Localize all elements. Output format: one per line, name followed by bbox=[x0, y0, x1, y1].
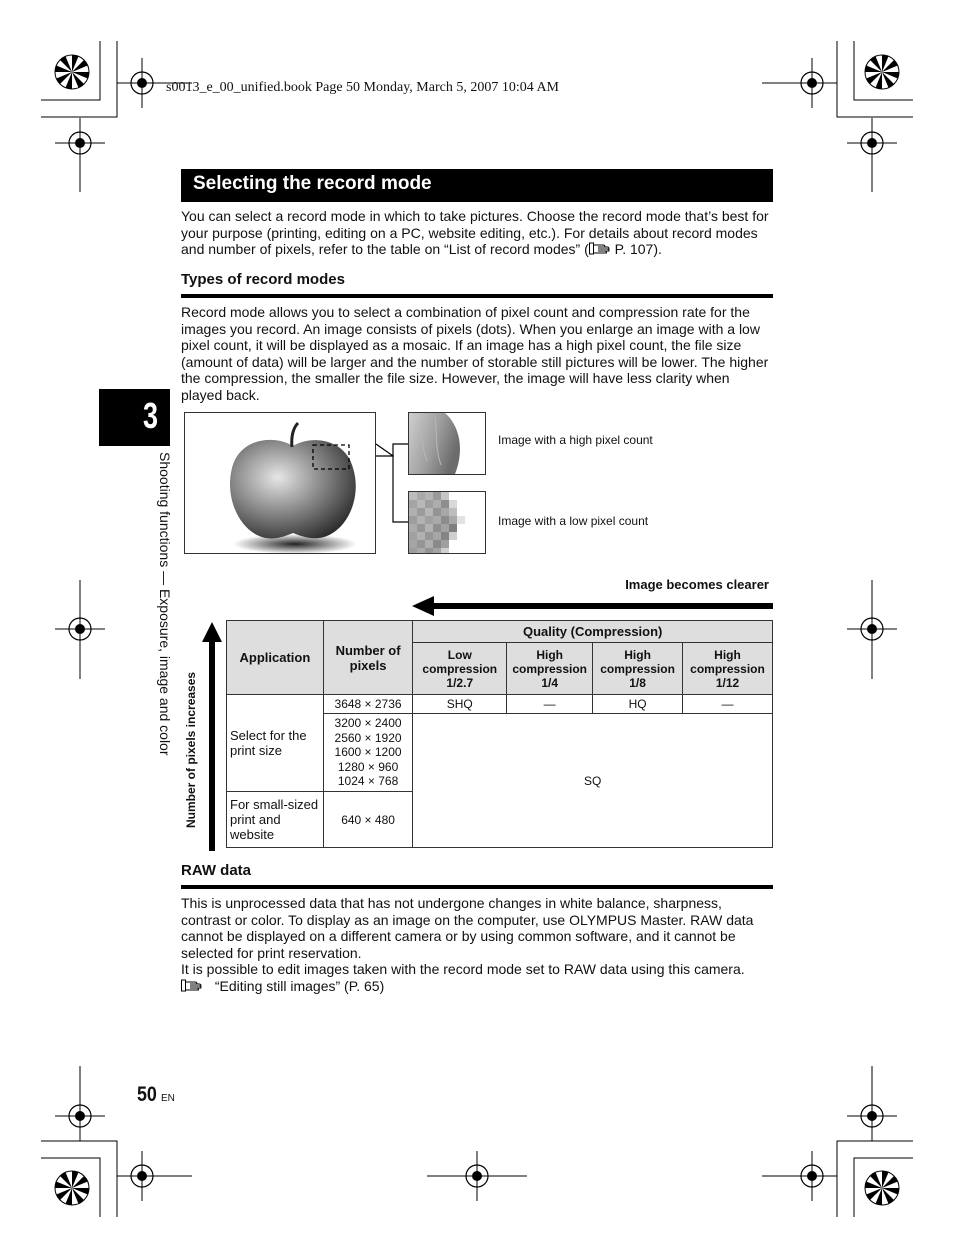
header-quality-1-4: High compression 1/4 bbox=[507, 643, 593, 695]
cell-quality: — bbox=[507, 695, 593, 714]
header-quality-1-12: High compression 1/12 bbox=[683, 643, 773, 695]
cell-quality: SHQ bbox=[413, 695, 507, 714]
cell-quality: — bbox=[683, 695, 773, 714]
clearer-label: Image becomes clearer bbox=[625, 577, 769, 592]
pixel-size: 2560 × 1920 bbox=[334, 730, 402, 745]
record-mode-table bbox=[226, 620, 773, 848]
connector-lines bbox=[350, 420, 410, 540]
raw-body-text-2: It is possible to edit images taken with the record mode set to RAW data using this camera. bbox=[181, 961, 745, 978]
raw-body bbox=[181, 895, 773, 995]
cell-application-print: Select for the print size bbox=[227, 695, 324, 792]
cell-quality: HQ bbox=[593, 695, 683, 714]
table-row bbox=[227, 695, 773, 714]
low-pixel-label: Image with a low pixel count bbox=[498, 514, 649, 528]
pixel-size: 1024 × 768 bbox=[337, 774, 399, 789]
raw-reference bbox=[181, 978, 773, 995]
header-application: Application bbox=[227, 621, 324, 695]
page-language: EN bbox=[161, 1093, 175, 1104]
chapter-tab bbox=[99, 389, 170, 446]
left-arrow-icon bbox=[412, 596, 774, 616]
intro-reference: P. 107). bbox=[614, 241, 662, 258]
pixels-increase-label: Number of pixels increases bbox=[184, 671, 198, 829]
up-arrow-icon bbox=[202, 622, 222, 852]
raw-reference-text: “Editing still images” (P. 65) bbox=[214, 977, 385, 994]
types-body: Record mode allows you to select a combination of pixel count and compression rate for the images you record. An image consists of pixels (dots). When you enlarge an image with a low pixel count, it will be displayed as a mosaic. If an image has a high pixel count, the file size (amount of data) will be larger and the number of storable still pictures will be lower. The higher the compression, the smaller the file size. However, the image will have less clarity when played back. bbox=[181, 304, 769, 403]
cell-pixels-list bbox=[323, 714, 413, 792]
intro-text: You can select a record mode in which to take pictures. Choose the record mode that’s best for your purpose (printing, editing on a PC, website editing, etc.). For details about record modes and number of pixels, refer to the table on “List of record modes” ( bbox=[181, 208, 769, 258]
header-quality-low: Low compression 1/2.7 bbox=[413, 643, 507, 695]
print-file-header: s0013_e_00_unified.book Page 50 Monday, March 5, 2007 10:04 AM bbox=[166, 80, 559, 95]
page-reference-icon bbox=[181, 979, 203, 992]
raw-heading: RAW data bbox=[181, 862, 773, 889]
section-title: Selecting the record mode bbox=[193, 173, 432, 194]
cell-pixels: 3648 × 2736 bbox=[323, 695, 413, 714]
header-quality: Quality (Compression) bbox=[413, 621, 773, 643]
header-quality-1-8: High compression 1/8 bbox=[593, 643, 683, 695]
chapter-title-vertical: Shooting functions — Exposure, image and color bbox=[157, 452, 173, 756]
high-pixel-label: Image with a high pixel count bbox=[498, 433, 653, 447]
apple-photo bbox=[184, 412, 376, 554]
cell-pixels: 640 × 480 bbox=[323, 792, 413, 848]
raw-body-text: This is unprocessed data that has not undergone changes in white balance, sharpness, contrast or color. To display as an image on the computer, use OLYMPUS Master. RAW data cannot be displayed on a different camera or by using common software, and it cannot be selected for print reservation. bbox=[181, 895, 754, 961]
types-heading: Types of record modes bbox=[181, 271, 773, 298]
page-reference-icon bbox=[589, 242, 611, 255]
intro-paragraph bbox=[181, 208, 773, 258]
section-title-bar bbox=[181, 169, 773, 202]
high-pixel-sample bbox=[408, 412, 486, 475]
cell-application-web: For small-sized print and website bbox=[227, 792, 324, 848]
low-pixel-sample bbox=[408, 491, 486, 554]
pixel-size: 1280 × 960 bbox=[337, 759, 399, 774]
page-number: 50 bbox=[137, 1083, 157, 1106]
pixel-size: 1600 × 1200 bbox=[334, 745, 402, 760]
chapter-number: 3 bbox=[143, 395, 159, 436]
pixel-size: 3200 × 2400 bbox=[334, 716, 402, 731]
cell-sq: SQ bbox=[413, 714, 773, 848]
header-pixels: Number of pixels bbox=[323, 621, 413, 695]
